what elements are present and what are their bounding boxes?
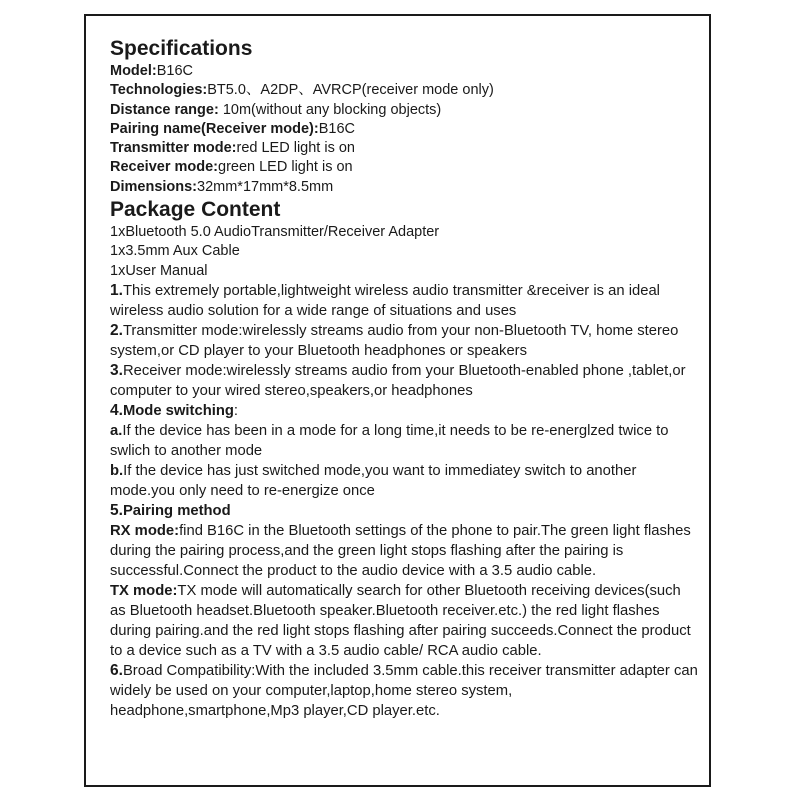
spec-value: red LED light is on	[236, 140, 355, 157]
mode-text: TX mode will automatically search for other Bluetooth receiving devices(such as Bluetooth headset.Bluetooth speaker.Bluetooth receiver.etc.) the red light flashes during pairing.and the red light stops flashing after pairing succeeds.Connect the product to a device such as a TV with a 3.5 audio cable/ RCA audio cable.	[110, 582, 691, 659]
spec-value: green LED light is on	[218, 159, 353, 176]
feature-title: Pairing method	[122, 502, 231, 519]
rx-mode-paragraph	[110, 521, 700, 581]
feature-number: 4.	[110, 401, 123, 419]
specifications-heading: Specifications	[110, 37, 253, 60]
spec-value: 32mm*17mm*8.5mm	[197, 178, 334, 195]
spec-label: Receiver mode:	[110, 159, 218, 176]
feature-text: Receiver mode:wirelessly streams audio from your Bluetooth-enabled phone ,tablet,or computer to your wired stereo,speakers,or headphones	[110, 362, 686, 399]
spec-value: B16C	[318, 120, 355, 137]
case-text: If the device has just switched mode,you want to immediatey switch to another mode.you only need to re-energize once	[110, 462, 637, 499]
spec-technologies	[110, 81, 700, 100]
feature-number: 3.	[110, 361, 123, 379]
spec-value: B16C	[156, 63, 193, 79]
spec-model	[110, 62, 700, 81]
spec-transmitter-mode	[110, 139, 700, 158]
spec-label: Distance range:	[110, 101, 219, 118]
spec-label: Pairing name(Receiver mode):	[110, 120, 319, 137]
spec-value: BT5.0、A2DP、AVRCP(receiver mode only)	[207, 82, 494, 99]
feature-5-heading	[110, 501, 700, 521]
feature-number: 5.	[110, 501, 123, 519]
spec-receiver-mode	[110, 158, 700, 177]
case-label: a.	[110, 422, 123, 439]
package-item: 1xBluetooth 5.0 AudioTransmitter/Receiver Adapter	[110, 224, 440, 241]
mode-label: RX mode:	[110, 522, 180, 539]
spec-distance-range	[110, 101, 700, 120]
feature-text: This extremely portable,lightweight wireless audio transmitter &receiver is an ideal wireless audio solution for a wide range of situations and uses	[110, 282, 660, 319]
feature-number: 2.	[110, 321, 123, 339]
specification-sheet	[110, 36, 700, 721]
feature-1	[110, 281, 700, 321]
spec-label: Model:	[110, 63, 157, 79]
mode-text: find B16C in the Bluetooth settings of the phone to pair.The green light flashes during the pairing process,and the green light stops flashing after the pairing is successful.Connect the product to the audio device with a 3.5 audio cable.	[110, 522, 691, 579]
feature-number: 1.	[110, 281, 123, 299]
package-item: 1x3.5mm Aux Cable	[110, 243, 240, 260]
feature-title: Mode switching	[122, 402, 234, 419]
mode-switch-case-b	[110, 461, 700, 501]
feature-text: Broad Compatibility:With the included 3.5mm cable.this receiver transmitter adapter can widely be used on your computer,laptop,home stereo system, headphone,smartphone,Mp3 player,CD player.etc.	[110, 662, 698, 719]
feature-2	[110, 321, 700, 361]
spec-label: Dimensions:	[110, 178, 198, 195]
package-item: 1xUser Manual	[110, 262, 208, 279]
mode-label: TX mode:	[110, 582, 178, 599]
mode-switch-case-a	[110, 421, 700, 461]
spec-dimensions	[110, 178, 700, 197]
feature-number: 6.	[110, 661, 123, 679]
feature-colon: :	[233, 402, 239, 419]
spec-label: Transmitter mode:	[110, 140, 237, 157]
spec-pairing-name	[110, 120, 700, 139]
feature-6	[110, 661, 700, 721]
feature-4-heading	[110, 401, 700, 421]
feature-text: Transmitter mode:wirelessly streams audio from your non-Bluetooth TV, home stereo system,or CD player to your Bluetooth headphones or speakers	[110, 322, 679, 359]
case-text: If the device has been in a mode for a long time,it needs to be re-energlzed twice to swlich to another mode	[110, 422, 669, 459]
tx-mode-paragraph	[110, 581, 700, 661]
spec-value: 10m(without any blocking objects)	[218, 101, 442, 118]
feature-3	[110, 361, 700, 401]
spec-label: Technologies:	[110, 82, 208, 99]
case-label: b.	[110, 462, 124, 479]
package-content-heading: Package Content	[110, 198, 281, 222]
